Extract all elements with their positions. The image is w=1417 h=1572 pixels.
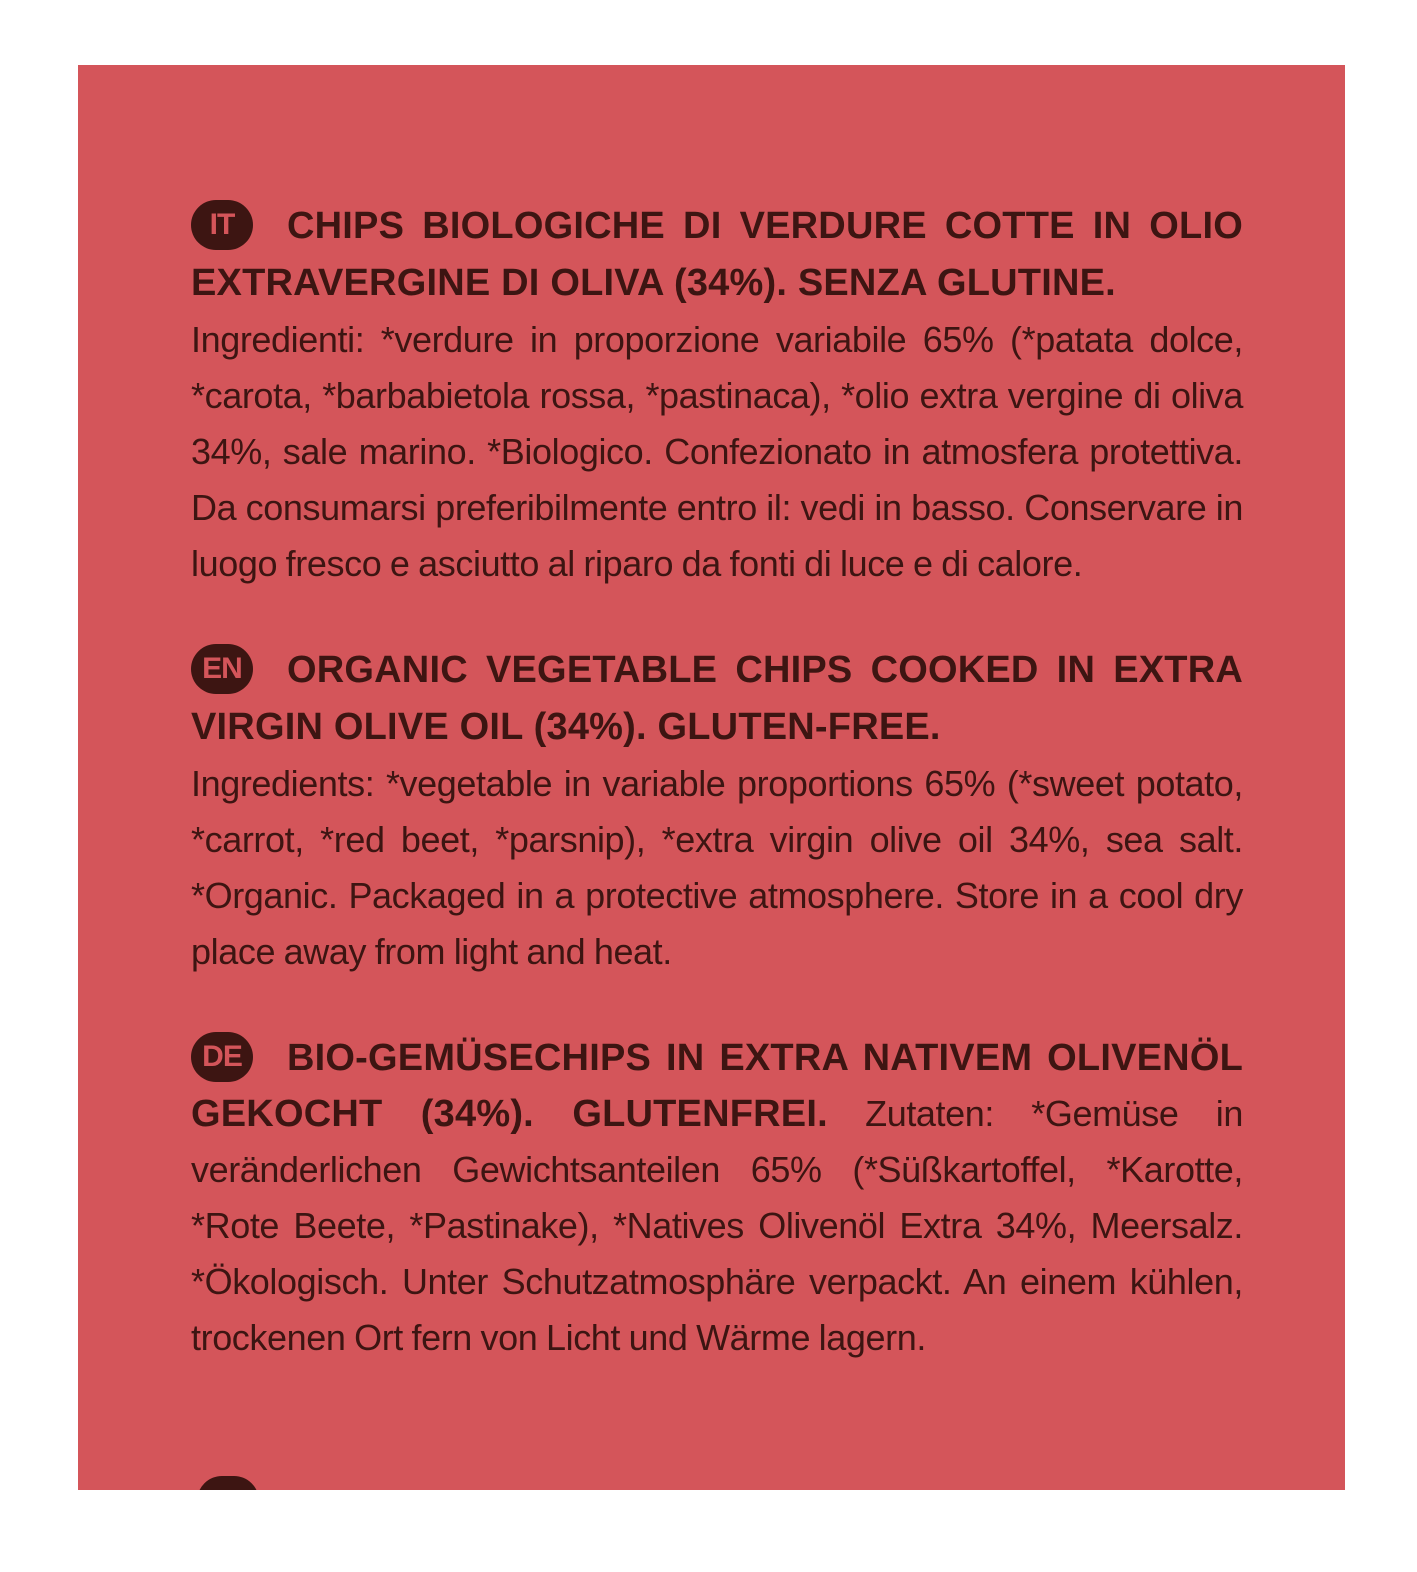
cropped-language-badge [197, 1476, 259, 1490]
section-german [191, 1030, 1243, 1366]
ingredients-italian: Ingredienti: *verdure in proporzione variabile 65% (*patata dolce, *carota, *barbabietola rossa, *pastinaca), *olio extra vergine di oliva 34%, sale marino. *Biologico. Confezionato in atmosfera protettiva. Da consumarsi preferibilmente entro il: vedi in basso. Conservare in luogo fresco e asciutto al riparo da fonti di luce e di calore. [191, 319, 1243, 584]
section-english [191, 642, 1243, 980]
headline-italian [191, 198, 1243, 312]
language-badge-it: IT [191, 200, 253, 250]
label-panel [78, 65, 1345, 1490]
headline-italian-text: CHIPS BIOLOGICHE DI VERDURE COTTE IN OLIO EXTRAVERGINE DI OLIVA (34%). SENZA GLUTINE. [191, 205, 1243, 304]
section-italian [191, 198, 1243, 592]
ingredients-german: Zutaten: *Gemüse in veränderlichen Gewichtsanteilen 65% (*Süßkartoffel, *Karotte, *Rote Beete, *Pastinake), *Natives Olivenöl Extra 34%, Meersalz. *Ökologisch. Unter Schutzatmosphäre verpackt. An einem kühlen, trockenen Ort fern von Licht und Wärme lagern. [191, 1093, 1243, 1358]
language-badge-de: DE [191, 1032, 253, 1082]
headline-english [191, 642, 1243, 756]
label-content [191, 198, 1243, 1366]
headline-english-text: ORGANIC VEGETABLE CHIPS COOKED IN EXTRA VIRGIN OLIVE OIL (34%). GLUTEN-FREE. [191, 649, 1243, 748]
headline-german-text: BIO-GEMÜSECHIPS IN EXTRA NATIVEM OLIVENÖL GEKOCHT (34%). GLUTENFREI. [191, 1037, 1243, 1135]
german-text-block [191, 1030, 1243, 1366]
ingredients-english: Ingredients: *vegetable in variable proportions 65% (*sweet potato, *carrot, *red beet, *parsnip), *extra virgin olive oil 34%, sea salt. *Organic. Packaged in a protective atmosphere. Store in a cool dry place away from light and heat. [191, 763, 1243, 972]
language-badge-en: EN [191, 644, 253, 694]
